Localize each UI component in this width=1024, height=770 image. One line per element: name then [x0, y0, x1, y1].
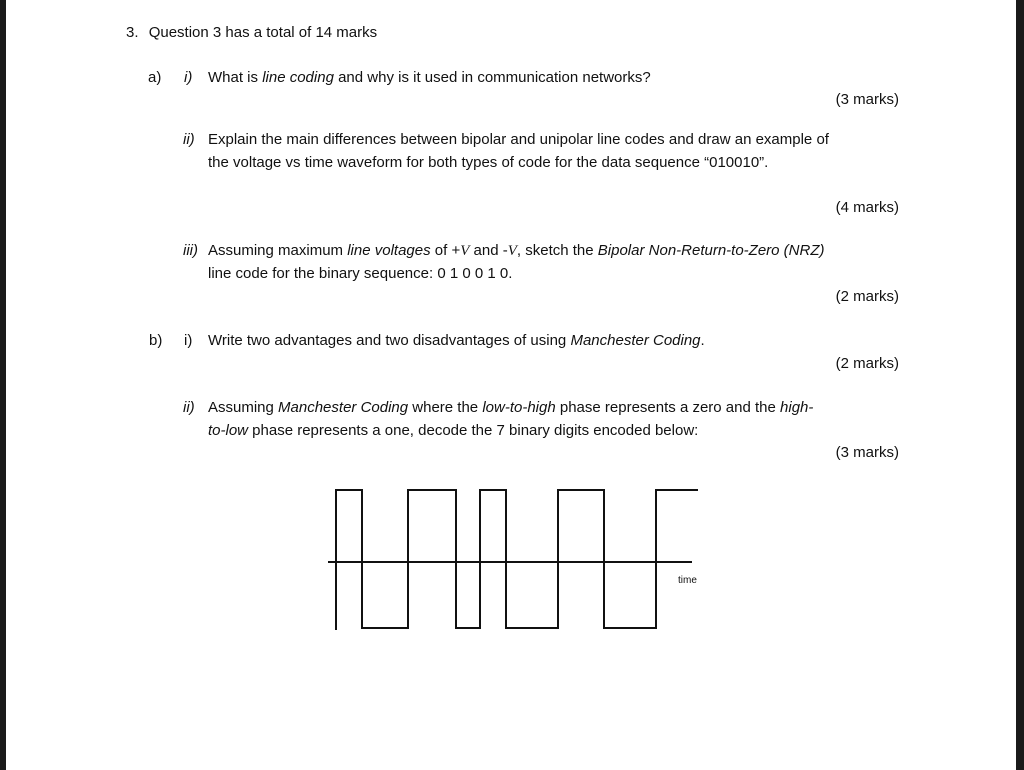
part-b-i-marks: (2 marks)	[835, 355, 899, 372]
part-a-iii-line1	[208, 241, 825, 261]
part-a-iii-label: iii)	[183, 242, 198, 259]
part-a-i-marks: (3 marks)	[835, 91, 899, 108]
question-heading	[126, 23, 377, 43]
part-b-i-label: i)	[184, 332, 193, 349]
waveform-signal	[336, 490, 698, 630]
part-b-ii-term-2: low-to-high	[482, 399, 556, 416]
manchester-waveform	[322, 482, 712, 637]
part-a-ii-line1: Explain the main differences between bipolar and unipolar line codes and draw an example of	[208, 131, 829, 148]
part-a-i-term: line coding	[262, 69, 334, 86]
part-b-ii-term-1: Manchester Coding	[278, 399, 409, 416]
part-b-i-text-1: Write two advantages and two disadvantages of using	[208, 332, 571, 349]
part-a-iii-text-1: Assuming maximum	[208, 242, 348, 259]
part-a-i-label: i)	[184, 69, 193, 86]
part-a-iii-v-plus: V	[460, 243, 470, 259]
part-a-i-text-2: and why is it used in communication networks?	[333, 69, 651, 86]
part-a-ii-line2: the voltage vs time waveform for both types of code for the data sequence “010010”.	[208, 154, 769, 171]
part-b-ii-marks: (3 marks)	[835, 444, 899, 461]
part-a-iii-text-2: of +	[430, 242, 461, 259]
exam-page	[6, 0, 1016, 770]
part-b-ii-label: ii)	[183, 399, 195, 416]
part-a-iii-v-minus: V	[507, 243, 517, 259]
part-a-iii-term-2: Bipolar Non-Return-to-Zero (NRZ)	[597, 242, 825, 259]
part-b-i-text-2: .	[700, 332, 705, 349]
part-a-iii-text-3: and -	[469, 242, 508, 259]
part-a-iii-text-4: , sketch the	[516, 242, 598, 259]
time-axis-label: time	[678, 575, 697, 586]
part-a-iii-line2: line code for the binary sequence: 0 1 0 0 1 0.	[208, 265, 513, 282]
part-a-ii-marks: (4 marks)	[835, 199, 899, 216]
part-b-ii-text-3: phase represents a zero and the	[555, 399, 781, 416]
part-a-i-text	[208, 68, 651, 88]
part-a-iii-marks: (2 marks)	[835, 288, 899, 305]
part-b-ii-term-4: to-low	[208, 422, 249, 439]
part-a-label: a)	[148, 69, 162, 86]
part-b-ii-text-4: phase represents a one, decode the 7 binary digits encoded below:	[248, 422, 699, 439]
part-a-i-text-1: What is	[208, 69, 263, 86]
part-a-ii-label: ii)	[183, 131, 195, 148]
part-b-ii-term-3: high-	[780, 399, 814, 416]
question-number: 3.	[126, 24, 139, 41]
part-b-i-term: Manchester Coding	[570, 332, 701, 349]
waveform-trace	[336, 490, 698, 630]
part-b-ii-text-2: where the	[408, 399, 483, 416]
part-a-iii-term-1: line voltages	[347, 242, 431, 259]
part-b-ii-text-1: Assuming	[208, 399, 279, 416]
question-title: Question 3 has a total of 14 marks	[148, 24, 378, 41]
part-b-ii-line2	[208, 421, 698, 441]
part-b-ii-line1	[208, 398, 813, 418]
part-b-label: b)	[149, 332, 163, 349]
part-b-i-text	[208, 331, 705, 351]
